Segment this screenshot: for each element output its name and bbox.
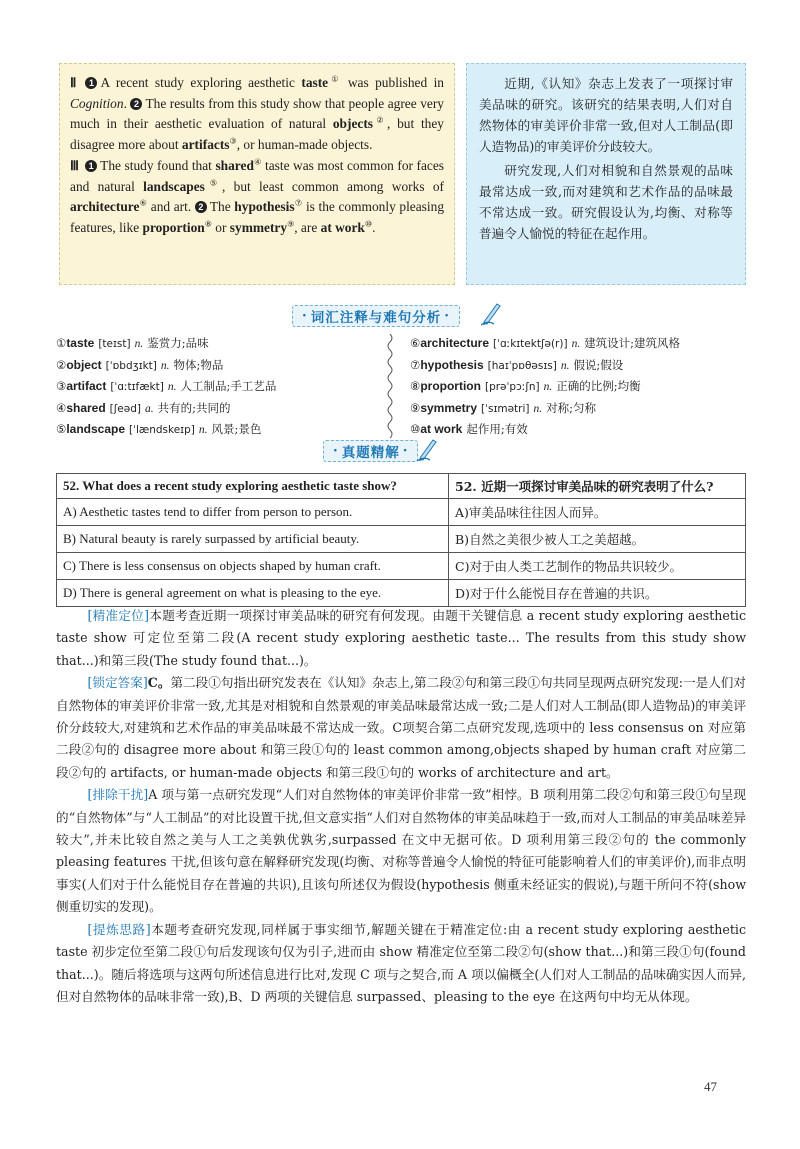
question-en: 52. What does a recent study exploring aesthetic taste show? [57,474,449,499]
passage-paragraph-3: Ⅲ 1 The study found that shared④ taste was most common for faces and natural landscapes⑤, but least common among works of architecture⑥ and art. 2 The hypothesis⑦ is the commonly pleasing features, like proportion⑧ or symmetry⑨, are at work⑩. [70,157,445,235]
sentence-marker: 1 [85,160,97,172]
option-b-en: B) Natural beauty is rarely surpassed by artificial beauty. [57,526,449,553]
option-row [57,553,746,580]
keyword-landscapes: landscapes [143,178,205,194]
paragraph-number: Ⅱ [70,75,80,90]
option-d-zh: D)对于什么能悦目存在普遍的共识。 [449,580,746,607]
vocab-definition: 假说;假设 [573,357,624,372]
vocab-phonetic: [prəˈpɔːʃn] [484,381,540,393]
tag-exclude: [排除干扰] [87,787,149,803]
tag-refine: [提炼思路] [87,921,151,937]
option-d-en: D) There is general agreement on what is pleasing to the eye. [57,580,449,607]
vocab-pos: n. [571,338,581,350]
pen-icon [416,436,438,462]
vocab-item [410,376,750,398]
vocab-phonetic: [ˈɑːkɪtektʃə(r)] [493,338,568,350]
vocab-pos: n. [167,381,177,393]
sentence-marker: 1 [85,77,97,89]
vocab-definition: 正确的比例;均衡 [556,379,641,393]
vocab-number: ⑧ [410,379,421,393]
vocab-list-right [410,333,750,440]
vocab-word: hypothesis [420,357,484,372]
option-row [57,580,746,607]
vocab-number: ⑩ [410,422,421,436]
keyword-taste: taste [301,75,329,90]
vocab-phonetic: [ˈɑːtɪfækt] [110,381,164,393]
vocab-item [56,355,381,377]
option-row [57,526,746,553]
divider-wavy [385,334,395,438]
vocab-number: ⑨ [410,400,421,415]
translation-paragraph-1: 近期,《认知》杂志上发表了一项探讨审美品味的研究。该研究的结果表明,人们对自然物体的审美评价非常一致,但对人工制品(即人造物品)的审美评价分歧较大。 [479,76,733,154]
analysis-answer: [锁定答案]C。第二段①句指出研究发表在《认知》杂志上,第二段②句和第三段①句共同呈现两点研究发现:一是人们对自然物体的审美评价非常一致,尤其是对相貌和自然景观的审美品味最常达成一致;二是人们对人工制品(即人造物品)的审美评价分歧较大,对建筑和艺术作品的审美品味最不常达成一致。C项契合第二点研究发现,选项中的 less consensus on 对应第二段②句的 disagree more about 和第三段①句的 least common among,objects shaped by human craft 对应第二段②句的 artifacts, or human-made objects 和第三段①句的 works of architecture and art。 [56,675,747,780]
vocab-definition: 对称;匀称 [546,400,597,415]
vocab-word: object [66,357,102,372]
vocab-word: shared [66,400,106,415]
tag-locate: [精准定位] [87,608,150,623]
analysis-section [56,605,746,1008]
footnote-mark: ⑦ [294,198,303,208]
vocab-phonetic: [ˈɒbdʒɪkt] [105,359,157,372]
option-c-en: C) There is less consensus on objects shaped by human craft. [57,553,449,580]
keyword-symmetry: symmetry [229,219,288,235]
option-a-en: A) Aesthetic tastes tend to differ from person to person. [57,499,449,526]
passage-paragraph-2: Ⅱ 1 A recent study exploring aesthetic taste① was published in Cognition. 2 The results from this study show that people agree very much in their aesthetic evaluation of natural objects②, but they disagree more about artifacts③, or human-made objects. [70,74,445,152]
vocab-number: ② [56,357,67,372]
vocab-item [56,398,381,420]
vocab-pos: n. [160,359,170,372]
vocab-phonetic: [teɪst] [98,338,131,350]
analysis-locate: [精准定位]本题考查近期一项探讨审美品味的研究有何发现。由题干关键信息 a recent study exploring aesthetic taste show 可定位至第二段(A recent study exploring aesthetic taste... The results from this study show that...)和第三段(The study found that...)。 [56,608,747,668]
keyword-artifacts: artifacts [181,136,230,152]
page-number: 47 [704,1079,717,1094]
vocab-definition: 人工制品;手工艺品 [180,379,277,393]
vocab-definition: 物体;物品 [173,357,224,372]
footnote-mark: ⑥ [139,198,148,208]
vocab-item [410,419,750,440]
question-zh: 52. 近期一项探讨审美品味的研究表明了什么? [449,474,746,499]
tag-answer: [锁定答案] [87,675,148,691]
vocab-definition: 建筑设计;建筑风格 [584,336,681,350]
vocab-phonetic: [haɪˈpɒθəsɪs] [487,359,557,372]
vocab-number: ⑥ [410,336,421,350]
analysis-exclude: [排除干扰]A 项与第一点研究发现“人们对自然物体的审美评价非常一致”相悖。B 项利用第二段②句和第三段①句呈现的“自然物体”与“人工制品”的对比设置干扰,但文意实指“人们对自然物体的审美品味趋于一致,而对人工制品的审美品味差异较大”,并未比较自然之美与人工之美孰优孰劣,surpassed 在文中无据可依。D 项利用第三段②句的 the commonly pleasing features 干扰,但该句意在解释研究发现(均衡、对称等普遍令人愉悦的特征可能影响着人们的审美评价),而非点明事实(人们对于什么能悦目存在普遍的共识),且该句所述仅为假设(hypothesis 侧重未经证实的假说),与题干所问不符(show 侧重切实的发现)。 [56,787,747,915]
vocab-item [56,376,381,398]
footnote-mark: ⑧ [204,219,212,229]
vocab-definition: 共有的;共同的 [157,400,231,415]
journal-name: Cognition [70,95,124,111]
option-a-zh: A)审美品味往往因人而异。 [449,499,746,526]
section-header-vocab: · 词汇注释与难句分析 · [292,305,460,327]
option-c-zh: C)对于由人类工艺制作的物品共识较少。 [449,553,746,580]
vocab-pos: n. [134,338,144,350]
vocab-number: ③ [56,379,67,393]
answer-letter: C。 [147,675,171,691]
footnote-mark: ⑨ [287,219,295,229]
translation-paragraph-2: 研究发现,人们对相貌和自然景观的品味最常达成一致,而对建筑和艺术作品的品味最不常达成一致。研究假设认为,均衡、对称等普遍令人愉悦的特征在起作用。 [479,163,733,241]
vocab-item [56,419,381,441]
sentence-marker: 2 [130,98,142,110]
vocab-word: at work [420,422,463,436]
vocab-number: ① [56,336,67,350]
vocab-definition: 鉴赏力;品味 [147,336,209,350]
vocab-list-left [56,333,381,441]
paragraph-number: Ⅲ [70,158,80,173]
question-table [56,473,746,607]
pen-icon [480,300,502,326]
footnote-mark: ① [328,74,342,84]
footnote-mark: ⑩ [364,219,373,229]
vocab-number: ⑤ [56,422,67,436]
vocab-number: ④ [56,400,67,415]
vocab-phonetic: [ˈsɪmətri] [481,402,530,415]
question-row [57,474,746,499]
option-b-zh: B)自然之美很少被人工之美超越。 [449,526,746,553]
vocab-definition: 风景;景色 [211,422,262,436]
sentence-start: The [209,199,235,214]
vocab-pos: n. [533,402,543,415]
section-header-questions: · 真题精解 · [323,440,418,462]
vocab-phonetic: [ʃeəd] [109,402,141,415]
vocab-pos: a. [144,402,154,415]
vocab-definition: 起作用;有效 [466,422,528,436]
vocab-word: landscape [66,422,126,436]
keyword-at-work: at work [320,219,365,235]
sentence-marker: 2 [195,201,207,213]
footnote-mark: ② [373,115,387,125]
footnote-mark: ③ [229,136,237,146]
keyword-hypothesis: hypothesis [234,199,295,214]
vocab-item [56,333,381,355]
vocab-item [410,333,750,355]
passage-chinese-box [466,63,746,285]
vocab-word: symmetry [420,400,478,415]
vocab-pos: n. [198,424,208,436]
vocab-phonetic: [ˈlændskeɪp] [129,424,195,436]
keyword-proportion: proportion [142,219,205,235]
vocab-word: proportion [420,379,481,393]
vocab-item [410,355,750,377]
option-row [57,499,746,526]
vocab-word: artifact [66,379,107,393]
keyword-shared: shared [215,158,254,173]
analysis-refine: [提炼思路]本题考查研究发现,同样属于事实细节,解题关键在于精准定位:由 a recent study exploring aesthetic taste 初步定位至第二段①句后发现该句仅为引子,进而由 show 精准定位至第二段②句(show that...)和第三段①句(found that...)。随后将选项与这两句所述信息进行比对,发现 C 项与之契合,而 A 项以偏概全(人们对人工制品的品味确实因人而异,但对自然物体的品味非常一致),B、D 两项的关键信息 surpassed、pleasing to the eye 在这两句中均无从体现。 [56,921,747,1004]
footnote-mark: ④ [253,157,262,167]
vocab-number: ⑦ [410,357,421,372]
vocab-pos: n. [560,359,570,372]
vocab-pos: n. [543,381,553,393]
vocab-word: architecture [420,336,490,350]
vocab-word: taste [66,336,95,350]
passage-english-box [59,63,455,285]
keyword-architecture: architecture [70,199,140,214]
vocab-item [410,398,750,420]
footnote-mark: ⑤ [204,178,222,188]
keyword-objects: objects [332,116,374,131]
